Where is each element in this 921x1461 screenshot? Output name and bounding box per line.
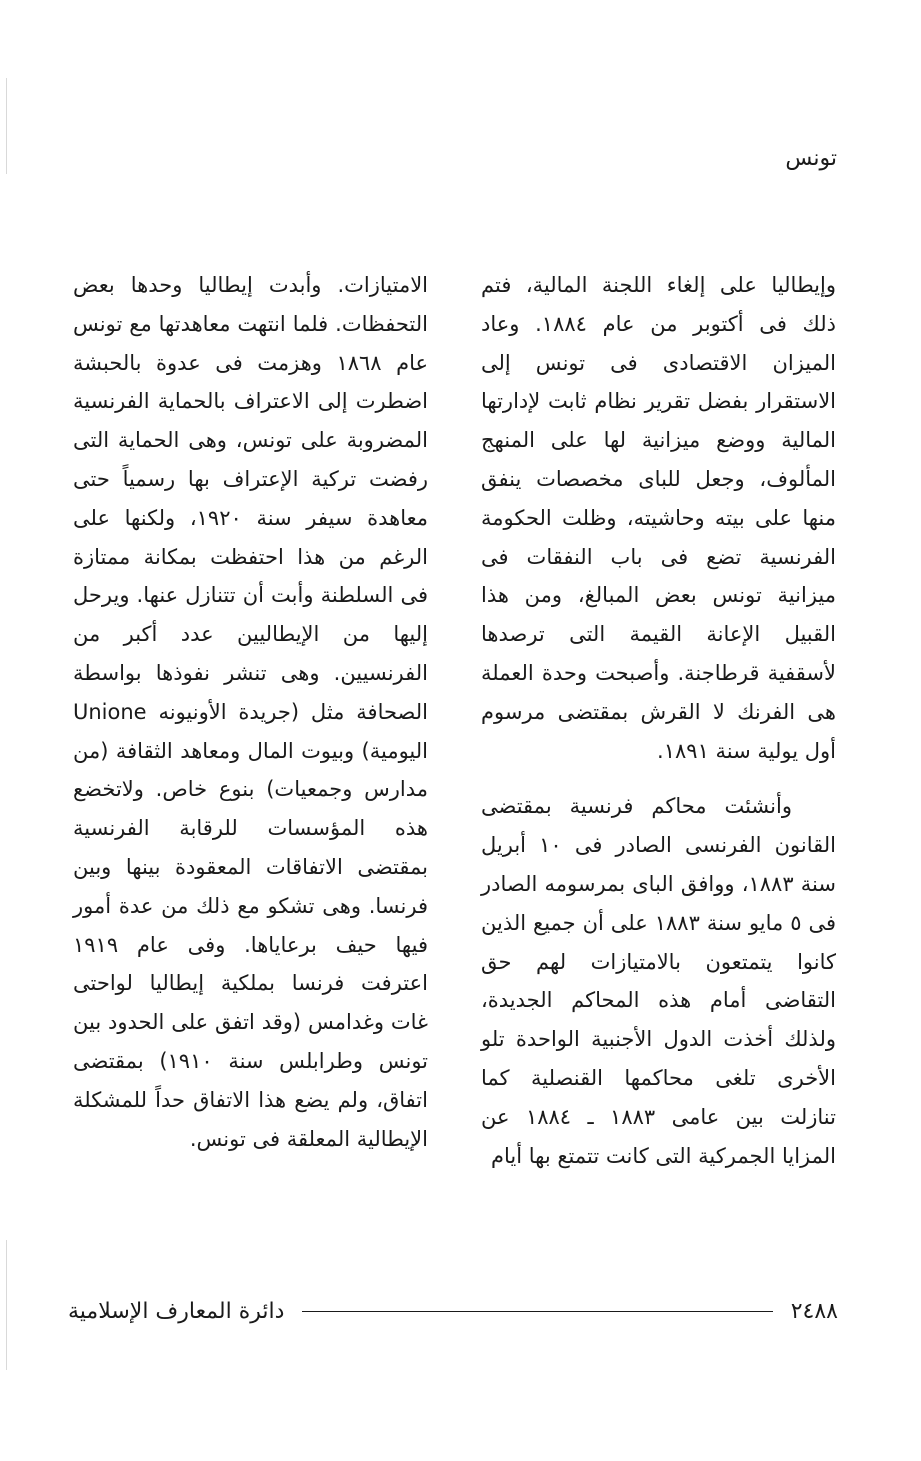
right-text-column <box>481 266 836 1175</box>
publication-title: دائرة المعارف الإسلامية <box>68 1298 285 1324</box>
body-paragraph: وأنشئت محاكم فرنسية بمقتضى القانون الفرنسى الصادر فى ١٠ أبريل سنة ١٨٨٣، ووافق الباى بمرسومه الصادر فى ٥ مايو سنة ١٨٨٣ على أن جميع الذين كانوا يتمتعون بالامتيازات لهم حق التقاضى أمام هذه المحاكم الجديدة، ولذلك أخذت الدول الأجنبية الواحدة تلو الأخرى تلغى محاكمها القنصلية كما تنازلت بين عامى ١٨٨٣ ـ ١٨٨٤ عن المزايا الجمركية التى كانت تتمتع بها أيام <box>481 794 837 1168</box>
left-text-column <box>73 266 428 1158</box>
scan-edge-mark-top <box>6 78 7 174</box>
running-header: تونس <box>785 146 837 171</box>
footer-rule <box>302 1311 772 1312</box>
scan-edge-mark-bottom <box>6 1240 7 1370</box>
page-number: ٢٤٨٨ <box>790 1298 838 1324</box>
body-paragraph: الامتيازات. وأبدت إيطاليا وحدها بعض التحفظات. فلما انتهت معاهدتها مع تونس عام ١٨٦٨ وهزمت فى عدوة بالحبشة اضطرت إلى الاعتراف بالحماية الفرنسية المضروبة على تونس، وهى الحماية التى رفضت تركية الإعتراف بها رسمياً حتى معاهدة سيفر سنة ١٩٢٠، ولكنها على الرغم من هذا احتفظت بمكانة ممتازة فى السلطنة وأبت أن تتنازل عنها. ويرحل إليها من الإيطاليين عدد أكبر من الفرنسيين. وهى تنشر نفوذها بواسطة الصحافة مثل (جريدة الأونيونه Unione اليومية) وبيوت المال ومعاهد الثقافة (من مدارس وجمعيات) بنوع خاص. ولاتخضع هذه المؤسسات للرقابة الفرنسية بمقتضى الاتفاقات المعقودة بينها وبين فرنسا. وهى تشكو مع ذلك من عدة أمور فيها حيف برعاياها. وفى عام ١٩١٩ اعترفت فرنسا بملكية إيطاليا لواحتى غات وغدامس (وقد اتفق على الحدود بين تونس وطرابلس سنة ١٩١٠) بمقتضى اتفاق، ولم يضع هذا الاتفاق حداً للمشكلة الإيطالية المعلقة فى تونس. <box>73 273 429 1151</box>
page-footer <box>68 1294 838 1328</box>
body-paragraph: وإيطاليا على إلغاء اللجنة المالية، فتم ذلك فى أكتوبر من عام ١٨٨٤. وعاد الميزان الاقتصادى فى تونس إلى الاستقرار بفضل تقرير نظام ثابت لإدارتها المالية ووضع ميزانية لها على المنهج المألوف، وجعل للباى مخصصات ينفق منها على بيته وحاشيته، وظلت الحكومة الفرنسية تضع فى باب النفقات فى ميزانية تونس بعض المبالغ، ومن هذا القبيل الإعانة القيمة التى ترصدها لأسقفية قرطاجنة. وأصبحت وحدة العملة هى الفرنك لا القرش بمقتضى مرسوم أول يولية سنة ١٨٩١. <box>481 273 836 763</box>
